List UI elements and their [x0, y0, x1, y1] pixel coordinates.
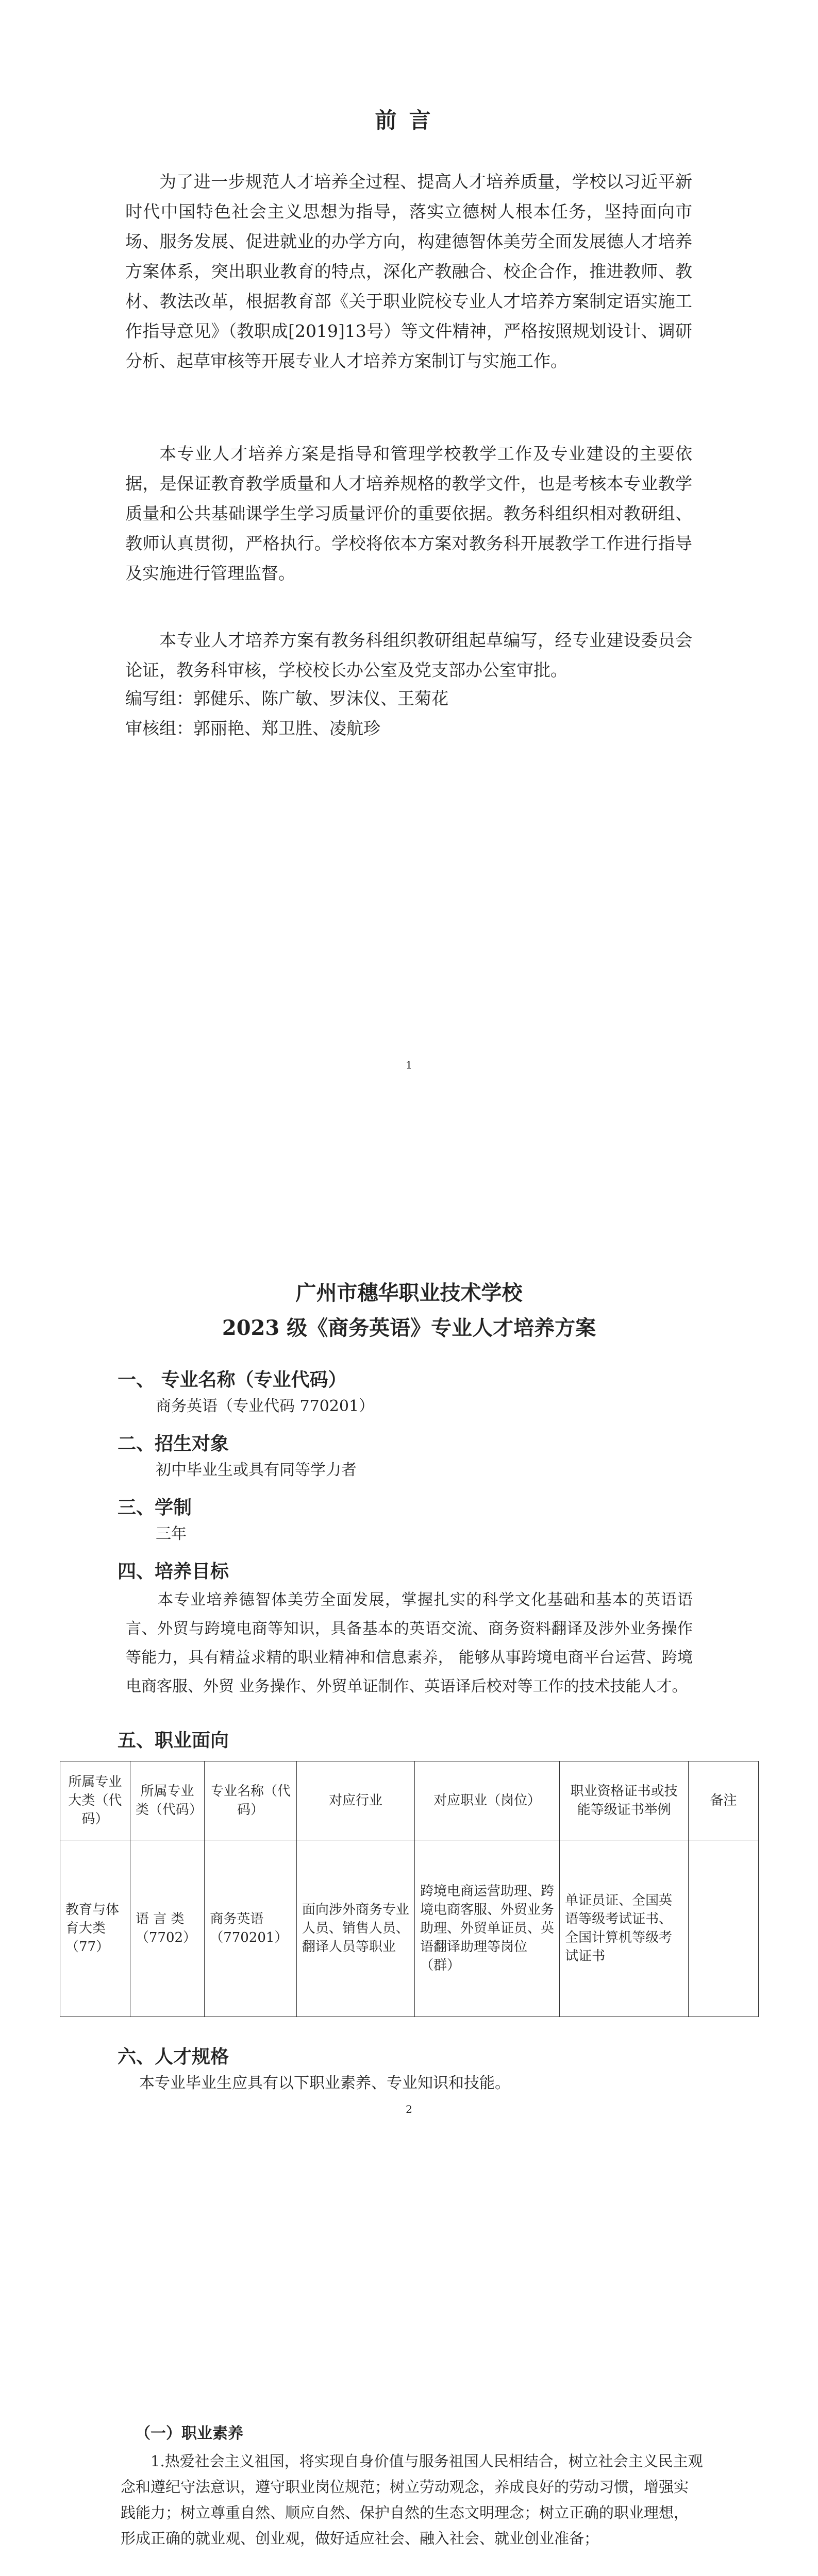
page-number: 1 [406, 1059, 412, 1071]
preface-paragraph-3: 本专业人才培养方案有教务科组织教研组起草编写，经专业建设委员会论证，教务科审核，学校校长办公室及党支部办公室审批。 [125, 630, 692, 680]
section-3-heading: 三、学制 [118, 1497, 192, 1518]
section-4-heading: 四、培养目标 [118, 1561, 229, 1582]
table-cell: 面向涉外商务专业人员、销售人员、翻译人员等职业 [296, 1840, 414, 2017]
editors-line: 编写组：郭健乐、陈广敏、罗沫仪、王菊花 [125, 688, 448, 708]
preface-paragraph-1: 为了进一步规范人才培养全过程、提高人才培养质量，学校以习近平新时代中国特色社会主义思想为指导，落实立德树人根本任务，坚持面向市场、服务发展、促进就业的办学方向，构建德智体美劳全面发展德人才培养方案体系，突出职业教育的特点，深化产教融合、校企合作，推进教师、教材、教法改革，根据教育部《关于职业院校专业人才培养方案制定语实施工作指导意见》（教职成[2019]13号）等文件精神，严格按照规划设计、调研分析、起草审核等开展专业人才培养方案制订与实施工作。 [125, 172, 692, 371]
table-header-cell: 备注 [689, 1761, 759, 1840]
section-6-heading: 六、人才规格 [118, 2046, 229, 2067]
table-header-cell: 对应职业（岗位） [415, 1761, 560, 1840]
table-header-cell: 职业资格证书或技能等级证书举例 [560, 1761, 689, 1840]
section-1-heading: 一、 专业名称（专业代码） [118, 1369, 347, 1391]
page-1 [0, 0, 818, 1159]
table-header-row [60, 1761, 759, 1840]
quality-item-1: 1.热爱社会主义祖国，将实现自身价值与服务祖国人民相结合，树立社会主义民主观念和遵纪守法意识，遵守职业岗位规范；树立劳动观念，养成良好的劳动习惯，增强实践能力；树立尊重自然、顺应自然、保护自然的生态文明理念；树立正确的职业理想，形成正确的就业观、创业观，做好适应社会、融入社会、就业创业准备； [121, 2452, 703, 2547]
table-header-cell: 专业名称（代码） [205, 1761, 297, 1840]
section-2-text: 初中毕业生或具有同等学力者 [156, 1461, 357, 1479]
table-header-cell: 对应行业 [296, 1761, 414, 1840]
section-4-text: 本专业培养德智体美劳全面发展，掌握扎实的科学文化基础和基本的英语语言、外贸与跨境电商等知识，具备基本的英语交流、商务资料翻译及涉外业务操作等能力，具有精益求精的职业精神和信息素养， 能够从事跨境电商平台运营、跨境电商客服、外贸 业务操作、外贸单证制作、英语译后校对等工作的技术技能人才。 [126, 1591, 693, 1696]
page-2 [0, 1159, 818, 2318]
table-cell: 语 言 类（7702） [130, 1840, 204, 2017]
page-number: 2 [406, 2103, 412, 2115]
preface-title: 前言 [375, 108, 443, 133]
section-2-heading: 二、招生对象 [118, 1433, 229, 1454]
section-6-text: 本专业毕业生应具有以下职业素养、专业知识和技能。 [139, 2074, 510, 2092]
section-5-heading: 五、职业面向 [118, 1730, 229, 1751]
section-1-text: 商务英语（专业代码 770201） [156, 1397, 375, 1415]
table-cell: 商务英语（770201） [205, 1840, 297, 2017]
table-cell: 教育与体育大类（77） [60, 1840, 130, 2017]
subsection-1-heading: （一）职业素养 [135, 2425, 243, 2443]
school-name: 广州市穗华职业技术学校 [295, 1281, 523, 1305]
section-3-text: 三年 [156, 1525, 187, 1543]
table-cell: 跨境电商运营助理、跨境电商客服、外贸业务助理、外贸单证员、英语翻译助理等岗位（群） [415, 1840, 560, 2017]
table-row [60, 1840, 759, 2017]
table-cell [689, 1840, 759, 2017]
page-3 [0, 2318, 818, 2576]
table-header-cell: 所属专业类（代码） [130, 1761, 204, 1840]
preface-paragraph-2: 本专业人才培养方案是指导和管理学校教学工作及专业建设的主要依据，是保证教育教学质量和人才培养规格的教学文件，也是考核本专业教学质量和公共基础课学生学习质量评价的重要依据。教务科组织相对教研组、教师认真贯彻，严格执行。学校将依本方案对教务科开展教学工作进行指导及实施进行管理监督。 [125, 444, 692, 583]
table-cell: 单证员证、全国英语等级考试证书、全国计算机等级考试证书 [560, 1840, 689, 2017]
plan-title: 2023 级《商务英语》专业人才培养方案 [222, 1316, 596, 1340]
reviewers-line: 审核组：郭丽艳、郑卫胜、凌航珍 [125, 718, 380, 738]
occupation-table [60, 1761, 759, 2017]
table-header-cell: 所属专业大类（代码） [60, 1761, 130, 1840]
